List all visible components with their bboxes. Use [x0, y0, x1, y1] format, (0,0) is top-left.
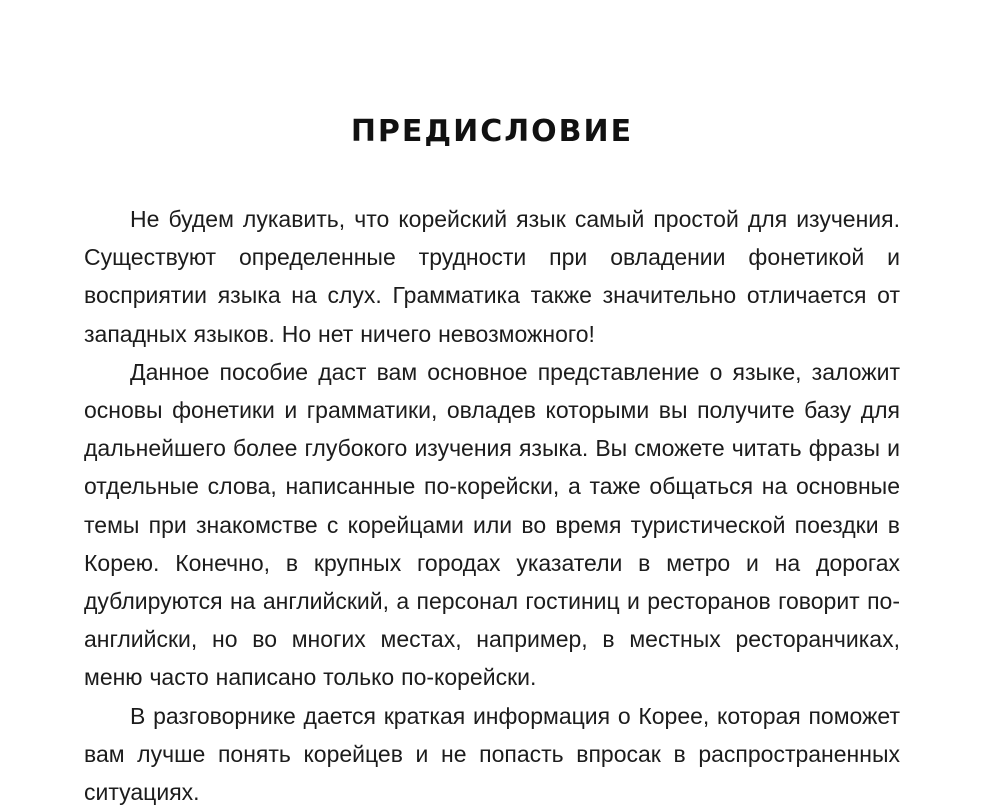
- paragraph-guide-contents: Данное пособие даст вам основное представление о языке, заложит основы фонетики и грамматики, овладев которыми вы получите базу для дальнейшего более глубокого изучения языка. Вы сможете читать фразы и отдельные слова, написанные по-корейски, а таже общаться на основные темы при знакомстве с корейцами или во время туристической поездки в Корею. Конечно, в крупных городах указатели в метро и на дорогах дублируются на английский, а персонал гостиниц и ресторанов говорит по-английски, но во многих местах, например, в местных ресторанчиках, меню часто написано только по-корейски.: [84, 358, 900, 691]
- page-title: ПРЕДИСЛОВИЕ: [350, 114, 634, 149]
- paragraph-intro: Не будем лукавить, что корейский язык самый простой для изучения. Существуют определенные трудности при овладении фонетикой и восприятии языка на слух. Грамматика также значительно отличается от западных языков. Но нет ничего невозможного!: [84, 206, 900, 347]
- paragraph-phrasebook-info: В разговорнике дается краткая информация о Корее, которая поможет вам лучше понять корейцев и не попасть впросак в распространенных ситуациях.: [84, 702, 900, 806]
